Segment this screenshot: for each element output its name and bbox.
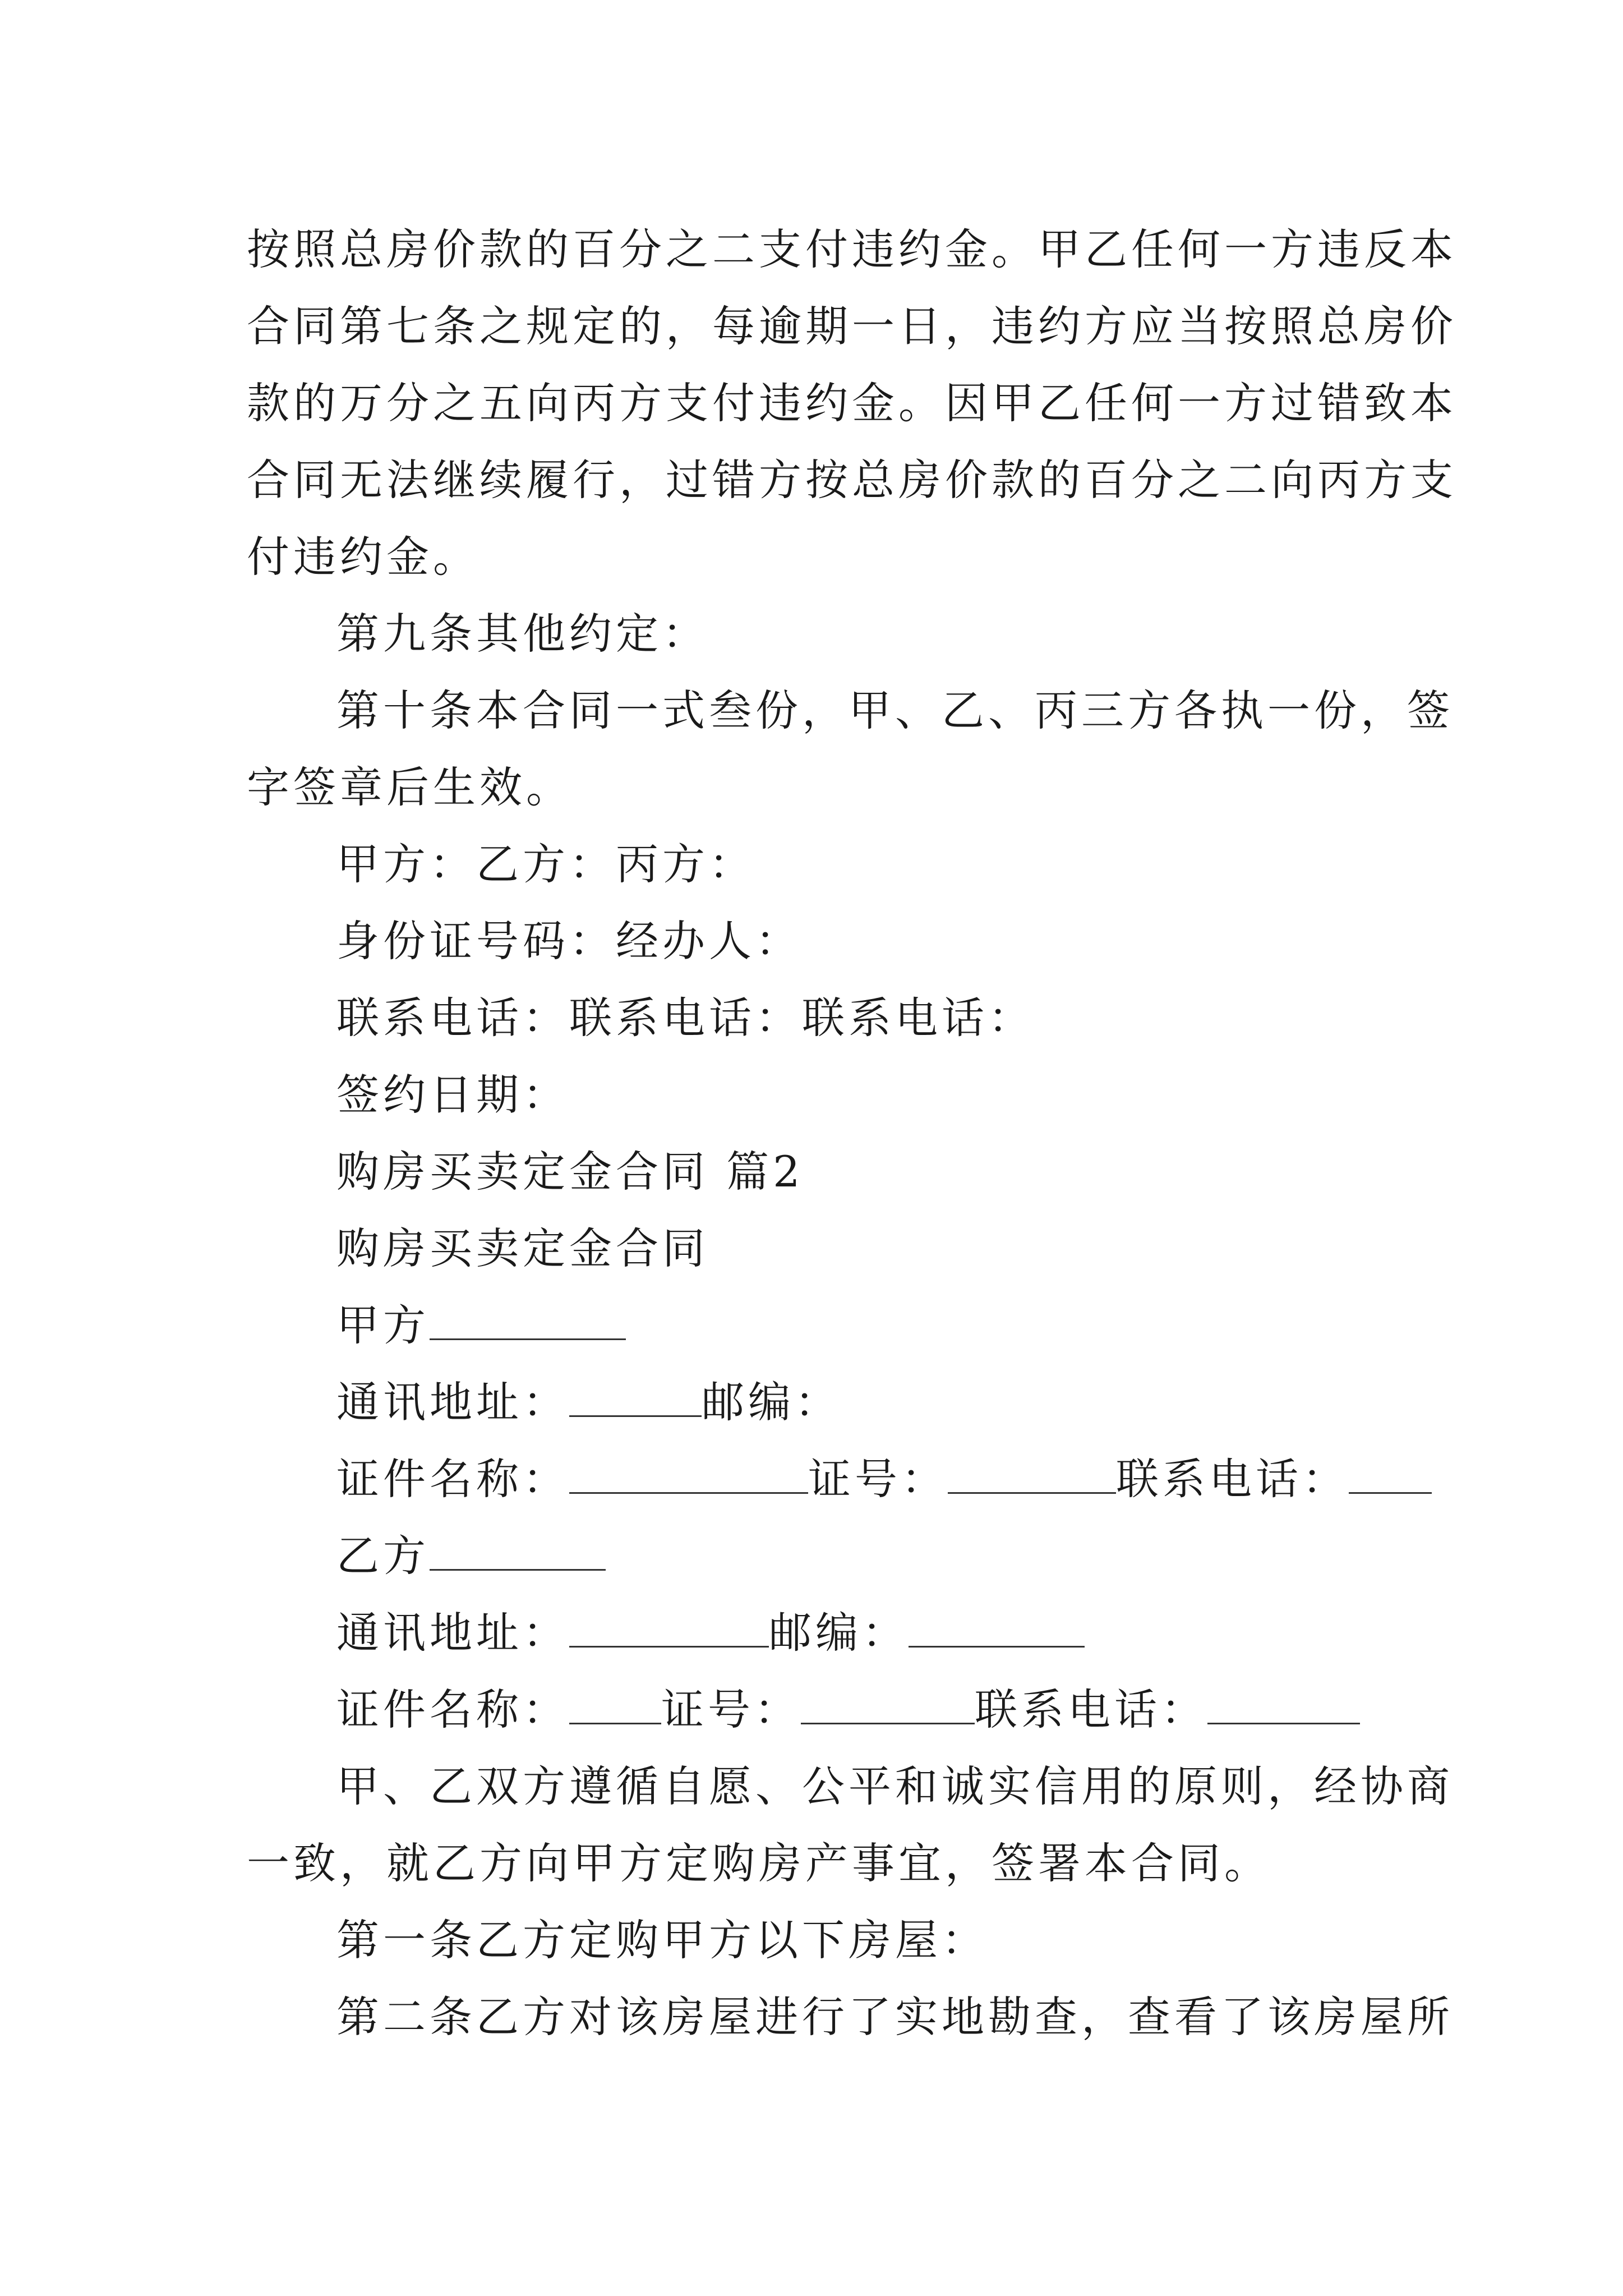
- party-b-line: [247, 1517, 1391, 1594]
- party-b-label: 乙方: [336, 1531, 430, 1581]
- postcode-label: 邮编：: [769, 1608, 909, 1658]
- cert-name-blank: [569, 1689, 661, 1724]
- paragraph-line: 合同无法继续履行，过错方按总房价款的百分之二向丙方支: [247, 455, 1457, 505]
- party-b-cert-line: [247, 1671, 1391, 1748]
- sign-date: 签约日期：: [336, 1070, 569, 1120]
- document-page: [247, 211, 1457, 2055]
- phone-label: 联系电话：: [975, 1685, 1207, 1734]
- article-1: 第一条乙方定购甲方以下房屋：: [336, 1915, 988, 1965]
- cert-no-blank: [948, 1458, 1116, 1494]
- article-9: 第九条其他约定：: [336, 609, 709, 659]
- cert-name-label: 证件名称：: [336, 1685, 569, 1734]
- postcode-blank: [909, 1612, 1085, 1648]
- paragraph-line: 付违约金。: [247, 532, 479, 582]
- id-line: 身份证号码：经办人：: [336, 916, 802, 966]
- paragraph-line: 合同第七条之规定的，每逾期一日，违约方应当按照总房价: [247, 301, 1457, 351]
- section-2-heading: 购房买卖定金合同 篇2: [336, 1147, 804, 1197]
- paragraph-line: 按照总房价款的百分之二支付违约金。甲乙任何一方违反本: [247, 224, 1457, 274]
- section-2-title: 购房买卖定金合同: [336, 1223, 709, 1273]
- preamble-line-2: 一致，就乙方向甲方定购房产事宜，签署本合同。: [247, 1838, 1271, 1888]
- phone-label: 联系电话：: [1116, 1454, 1349, 1504]
- cert-name-label: 证件名称：: [336, 1454, 569, 1504]
- parties-line: 甲方：乙方：丙方：: [336, 839, 755, 889]
- party-b-address-line: [247, 1594, 1391, 1671]
- party-a-address-line: [247, 1364, 1391, 1441]
- article-10-line-2: 字签章后生效。: [247, 762, 573, 812]
- article-2-start: 第二条乙方对该房屋进行了实地勘查，查看了该房屋所: [336, 1992, 1454, 2042]
- phone-line: 联系电话：联系电话：联系电话：: [336, 993, 1035, 1043]
- address-label: 通讯地址：: [336, 1608, 569, 1658]
- cert-no-label: 证号：: [808, 1454, 948, 1504]
- party-a-cert-line: [247, 1441, 1391, 1517]
- party-b-blank: [430, 1535, 606, 1571]
- phone-blank: [1349, 1458, 1432, 1494]
- address-blank: [569, 1382, 702, 1417]
- party-a-line: [247, 1287, 1391, 1364]
- phone-blank: [1207, 1689, 1360, 1724]
- cert-name-blank: [569, 1458, 808, 1494]
- party-a-blank: [430, 1305, 626, 1340]
- party-a-label: 甲方: [336, 1300, 430, 1350]
- paragraph-line: 款的万分之五向丙方支付违约金。因甲乙任何一方过错致本: [247, 378, 1457, 428]
- postcode-label: 邮编：: [702, 1377, 841, 1427]
- article-10-line-1: 第十条本合同一式叁份，甲、乙、丙三方各执一份，签: [336, 685, 1454, 735]
- address-blank: [569, 1612, 769, 1648]
- address-label: 通讯地址：: [336, 1377, 569, 1427]
- preamble-line-1: 甲、乙双方遵循自愿、公平和诚实信用的原则，经协商: [336, 1761, 1454, 1811]
- cert-no-blank: [801, 1689, 975, 1724]
- cert-no-label: 证号：: [661, 1685, 801, 1734]
